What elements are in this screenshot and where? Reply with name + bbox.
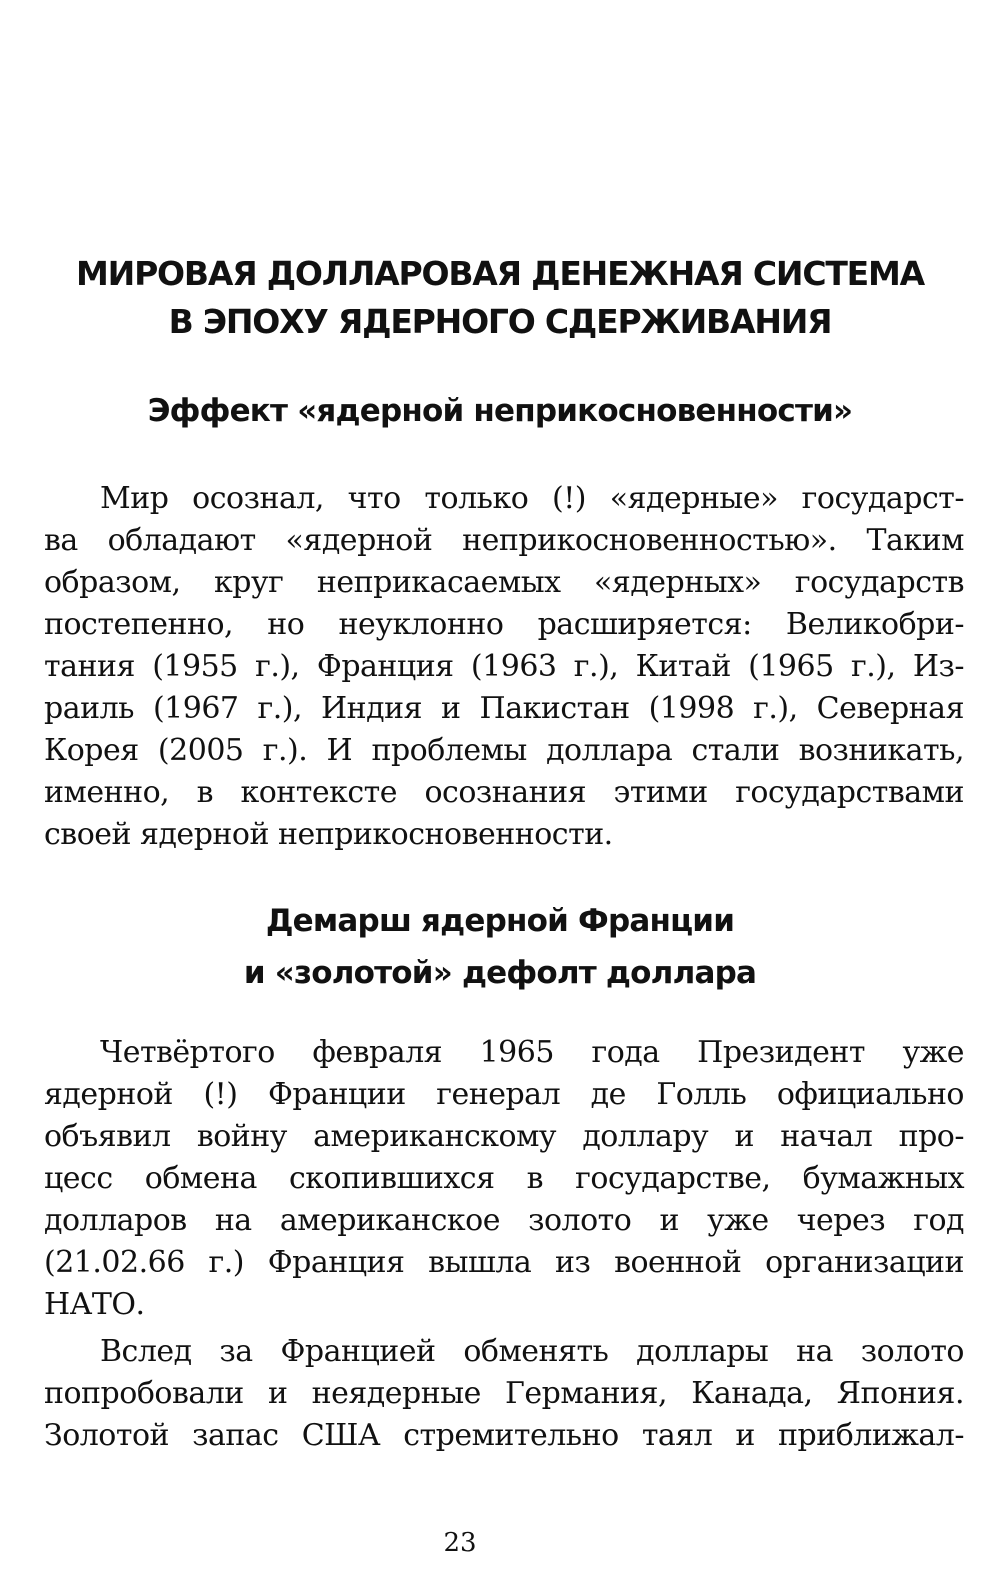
text-line: ва обладают «ядерной неприкосновенностью». Таким [44, 523, 964, 558]
text-line: Четвёртого февраля 1965 года Президент уже [100, 1035, 964, 1070]
paragraph-gold-exchange [44, 1331, 964, 1457]
paragraph-nuclear-immunity [44, 478, 964, 856]
text-line: (21.02.66 г.) Франция вышла из военной организации [44, 1245, 964, 1280]
chapter-title [40, 250, 960, 346]
chapter-title-line-1: МИРОВАЯ ДОЛЛАРОВАЯ ДЕНЕЖНАЯ СИСТЕМА [76, 254, 924, 293]
text-line: ядерной (!) Франции генерал де Голль официально [44, 1077, 964, 1112]
text-line: именно, в контексте осознания этими государствами [44, 775, 964, 810]
text-line: цесс обмена скопившихся в государстве, бумажных [44, 1161, 964, 1196]
text-line: НАТО. [44, 1287, 145, 1322]
text-line: Вслед за Францией обменять доллары на золото [100, 1334, 964, 1369]
text-line: Мир осознал, что только (!) «ядерные» государст- [100, 481, 964, 516]
chapter-title-line-2: В ЭПОХУ ЯДЕРНОГО СДЕРЖИВАНИЯ [168, 302, 832, 341]
text-line: своей ядерной неприкосновенности. [44, 817, 613, 852]
text-line: Корея (2005 г.). И проблемы доллара стали возникать, [44, 733, 964, 768]
paragraph-de-gaulle [44, 1032, 964, 1326]
section-title-france-demarche [40, 895, 960, 999]
section-title-line: и «золотой» дефолт доллара [243, 955, 757, 991]
text-line: объявил войну американскому доллару и начал про- [44, 1119, 964, 1154]
text-line: образом, круг неприкасаемых «ядерных» государств [44, 565, 964, 600]
text-line: постепенно, но неуклонно расширяется: Великобри- [44, 607, 964, 642]
text-line: Золотой запас США стремительно таял и приближал- [44, 1418, 964, 1453]
text-line: раиль (1967 г.), Индия и Пакистан (1998 г.), Северная [44, 691, 964, 726]
text-line: долларов на американское золото и уже через год [44, 1203, 964, 1238]
text-line: тания (1955 г.), Франция (1963 г.), Китай (1965 г.), Из- [44, 649, 964, 684]
text-line: попробовали и неядерные Германия, Канада, Япония. [44, 1376, 964, 1411]
page-number: 23 [443, 1528, 477, 1558]
section-title-line: Демарш ядерной Франции [265, 903, 735, 939]
section-title-line: Эффект «ядерной неприкосновенности» [147, 393, 853, 429]
section-title-nuclear-immunity [40, 385, 960, 437]
